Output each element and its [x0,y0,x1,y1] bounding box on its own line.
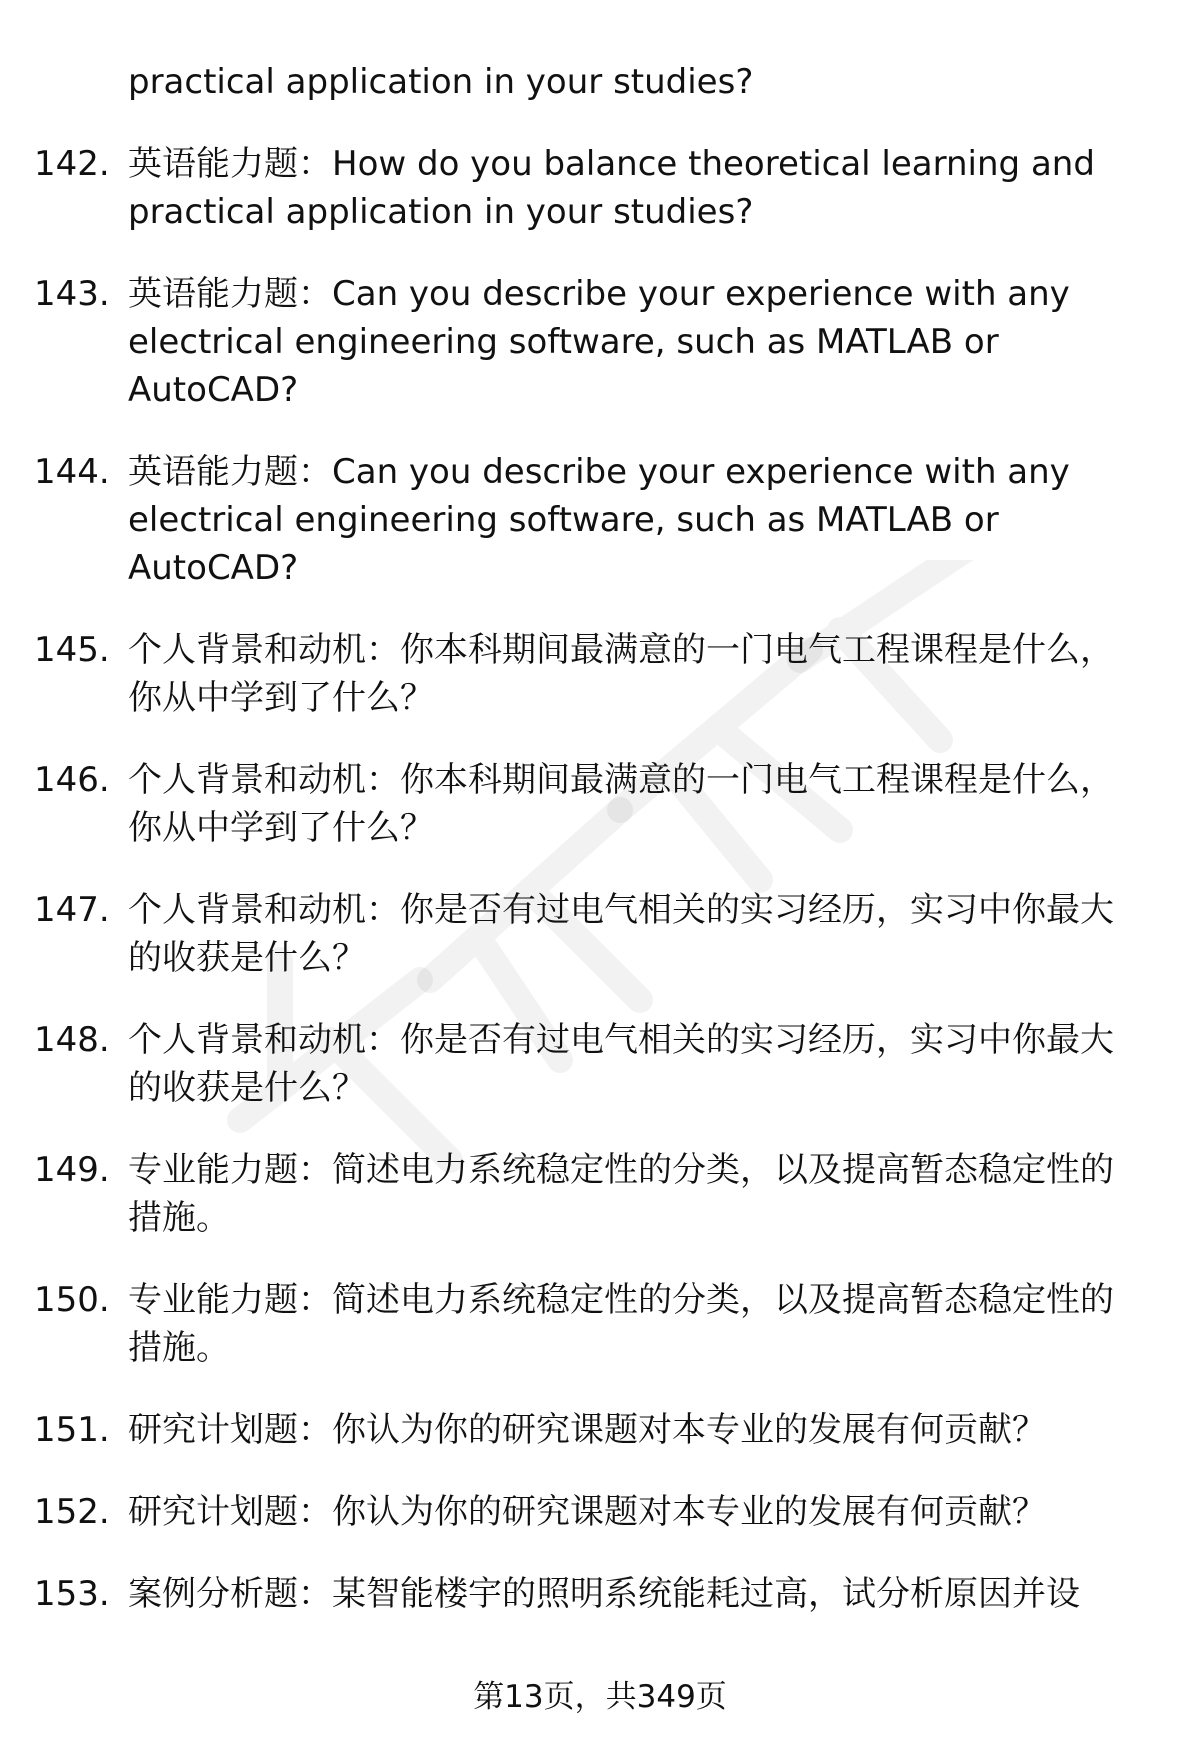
category-separator: ： [298,1574,332,1614]
question-number: 144. [34,452,110,492]
question-item [0,1146,1200,1242]
question-text [128,448,1138,592]
question-number: 151. [34,1410,110,1450]
question-body: 你认为你的研究课题对本专业的发展有何贡献？ [332,1492,1046,1532]
question-category: 研究计划题 [128,1410,298,1450]
category-separator: ： [298,1280,332,1320]
question-text [128,1146,1138,1242]
question-number: 149. [34,1150,110,1190]
question-number: 143. [34,274,110,314]
question-body: 某智能楼宇的照明系统能耗过高，试分析原因并设 [332,1574,1080,1614]
question-text [128,1406,1138,1454]
question-body: 你本科期间最满意的一门电气工程课程是什么，你从中学到了什么？ [128,760,1114,848]
category-separator: ： [366,1020,400,1060]
continuation-text: practical application in your studies? [128,62,754,102]
question-number: 153. [34,1574,110,1614]
question-body: Can you describe your experience with any electrical engineering software, such as MATLAB or AutoCAD? [128,452,1070,588]
category-separator: ： [298,1410,332,1450]
question-text [128,270,1138,414]
question-number: 152. [34,1492,110,1532]
question-category: 个人背景和动机 [128,1020,366,1060]
question-item [0,270,1200,414]
question-body: 你是否有过电气相关的实习经历，实习中你最大的收获是什么？ [128,890,1114,978]
question-item [0,448,1200,592]
question-category: 个人背景和动机 [128,630,366,670]
question-item [0,1570,1200,1618]
question-category: 英语能力题 [128,452,298,492]
question-category: 专业能力题 [128,1150,298,1190]
question-item [0,1406,1200,1454]
question-number: 148. [34,1020,110,1060]
category-separator: ： [298,1150,332,1190]
question-text [128,1570,1138,1618]
question-item [0,140,1200,236]
question-item [0,1276,1200,1372]
category-separator: ： [298,144,332,184]
question-body: Can you describe your experience with any electrical engineering software, such as MATLAB or AutoCAD? [128,274,1070,410]
question-text [128,886,1138,982]
question-number: 150. [34,1280,110,1320]
question-category: 英语能力题 [128,274,298,314]
question-body: How do you balance theoretical learning and practical application in your studies? [128,144,1095,232]
question-number: 142. [34,144,110,184]
question-item [0,1488,1200,1536]
category-separator: ： [298,274,332,314]
question-number: 146. [34,760,110,800]
question-body: 你认为你的研究课题对本专业的发展有何贡献？ [332,1410,1046,1450]
question-body: 简述电力系统稳定性的分类，以及提高暂态稳定性的措施。 [128,1150,1114,1238]
question-item [0,756,1200,852]
question-body: 你是否有过电气相关的实习经历，实习中你最大的收获是什么？ [128,1020,1114,1108]
category-separator: ： [366,630,400,670]
page-footer: 第13页，共349页 [473,1679,727,1715]
question-category: 个人背景和动机 [128,890,366,930]
question-item [0,886,1200,982]
question-item [0,626,1200,722]
question-text [128,756,1138,852]
question-text [128,1488,1138,1536]
question-category: 英语能力题 [128,144,298,184]
category-separator: ： [298,1492,332,1532]
question-list [0,58,1200,1652]
question-category: 研究计划题 [128,1492,298,1532]
question-category: 个人背景和动机 [128,760,366,800]
question-text [128,140,1138,236]
question-item [0,1016,1200,1112]
question-text [128,626,1138,722]
question-text [128,1276,1138,1372]
continuation-line [0,58,1200,106]
question-body: 你本科期间最满意的一门电气工程课程是什么，你从中学到了什么？ [128,630,1114,718]
question-text [128,1016,1138,1112]
category-separator: ： [298,452,332,492]
category-separator: ： [366,890,400,930]
question-body: 简述电力系统稳定性的分类，以及提高暂态稳定性的措施。 [128,1280,1114,1368]
question-category: 专业能力题 [128,1280,298,1320]
question-number: 145. [34,630,110,670]
category-separator: ： [366,760,400,800]
question-category: 案例分析题 [128,1574,298,1614]
question-number: 147. [34,890,110,930]
